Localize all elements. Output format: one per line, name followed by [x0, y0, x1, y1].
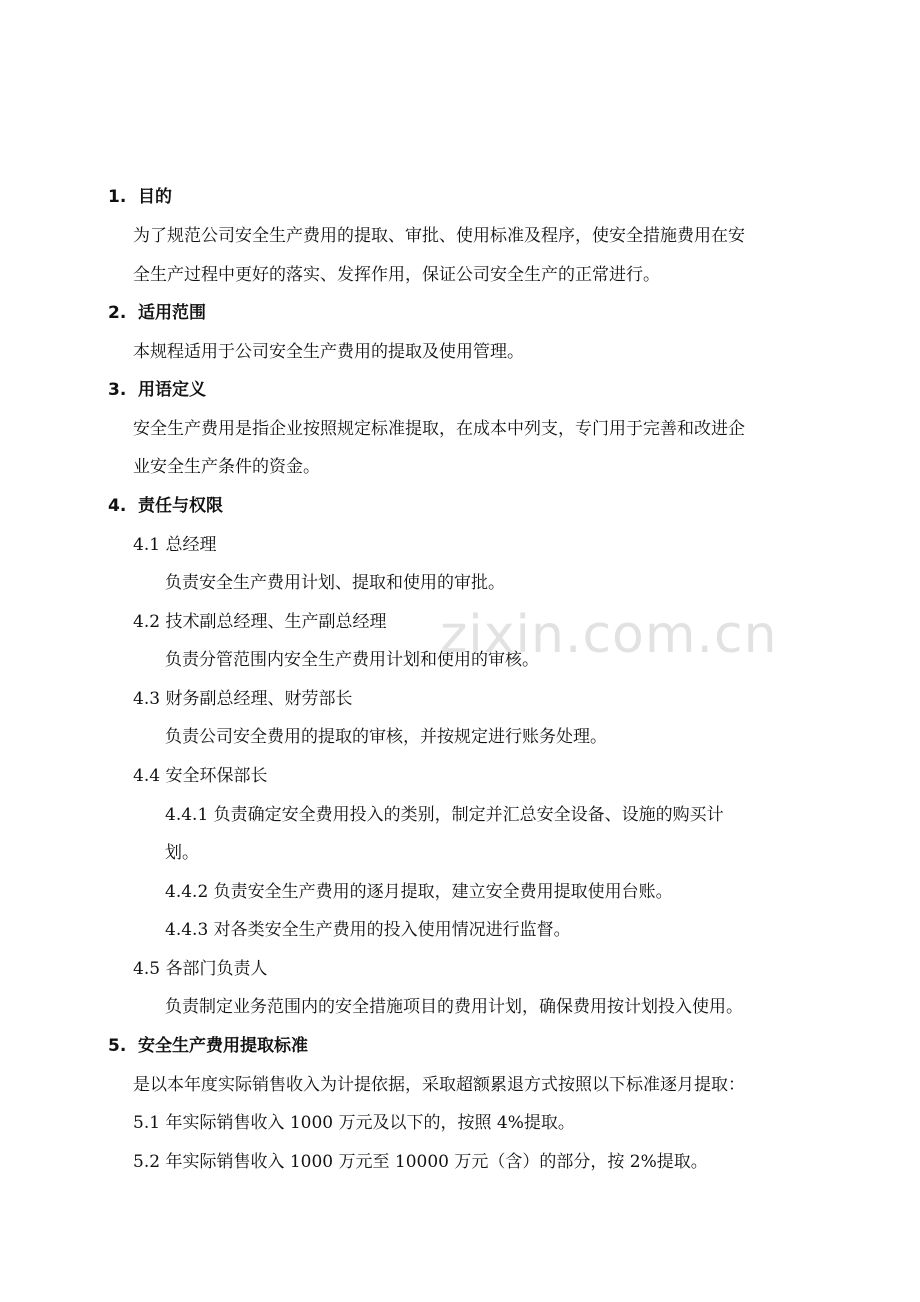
section-title: 适用范围	[138, 303, 206, 323]
section-1-heading	[108, 186, 172, 208]
subsection-text: 负责安全生产费用计划、提取和使用的审批。	[165, 573, 505, 593]
section-2-heading	[108, 302, 206, 324]
section-5-heading	[108, 1035, 308, 1057]
subsection-text: 负责制定业务范围内的安全措施项目的费用计划，确保费用按计划投入使用。	[165, 997, 743, 1017]
paragraph-line: 本规程适用于公司安全生产费用的提取及使用管理。	[133, 342, 524, 362]
subsection-heading: 4.5 各部门负责人	[133, 959, 268, 979]
sub-item-text: 4.4.2 负责安全生产费用的逐月提取，建立安全费用提取使用台账。	[165, 882, 673, 902]
section-title: 责任与权限	[138, 496, 223, 516]
section-number: 3.	[108, 380, 127, 400]
watermark: zixin.com.cn	[440, 605, 778, 665]
rate-item: 5.1 年实际销售收入 1000 万元及以下的，按照 4%提取。	[133, 1113, 575, 1133]
section-number: 2.	[108, 303, 127, 323]
subsection-heading: 4.4 安全环保部长	[133, 766, 268, 786]
paragraph-line: 全生产过程中更好的落实、发挥作用，保证公司安全生产的正常进行。	[133, 265, 660, 285]
section-number: 4.	[108, 496, 127, 516]
section-title: 用语定义	[138, 380, 206, 400]
subsection-heading: 4.1 总经理	[133, 535, 217, 555]
section-title: 目的	[138, 187, 172, 207]
rate-item: 5.2 年实际销售收入 1000 万元至 10000 万元（含）的部分，按 2%提取。	[133, 1152, 708, 1172]
subsection-text: 负责公司安全费用的提取的审核，并按规定进行账务处理。	[165, 727, 607, 747]
section-number: 1.	[108, 187, 127, 207]
subsection-heading: 4.3 财务副总经理、财劳部长	[133, 689, 353, 709]
sub-item-text: 4.4.3 对各类安全生产费用的投入使用情况进行监督。	[165, 920, 571, 940]
section-title: 安全生产费用提取标准	[138, 1036, 308, 1056]
paragraph-line: 安全生产费用是指企业按照规定标准提取，在成本中列支，专门用于完善和改进企	[133, 419, 745, 439]
section-3-heading	[108, 379, 206, 401]
paragraph-line: 为了规范公司安全生产费用的提取、审批、使用标准及程序，使安全措施费用在安	[133, 226, 745, 246]
section-4-heading	[108, 495, 223, 517]
sub-item-text: 4.4.1 负责确定安全费用投入的类别，制定并汇总安全设备、设施的购买计	[165, 805, 724, 825]
subsection-text: 负责分管范围内安全生产费用计划和使用的审核。	[165, 650, 539, 670]
paragraph-line: 业安全生产条件的资金。	[133, 457, 320, 477]
paragraph-line: 是以本年度实际销售收入为计提依据，采取超额累退方式按照以下标准逐月提取：	[133, 1075, 745, 1095]
section-number: 5.	[108, 1036, 127, 1056]
sub-item-text: 划。	[165, 843, 199, 863]
subsection-heading: 4.2 技术副总经理、生产副总经理	[133, 612, 387, 632]
